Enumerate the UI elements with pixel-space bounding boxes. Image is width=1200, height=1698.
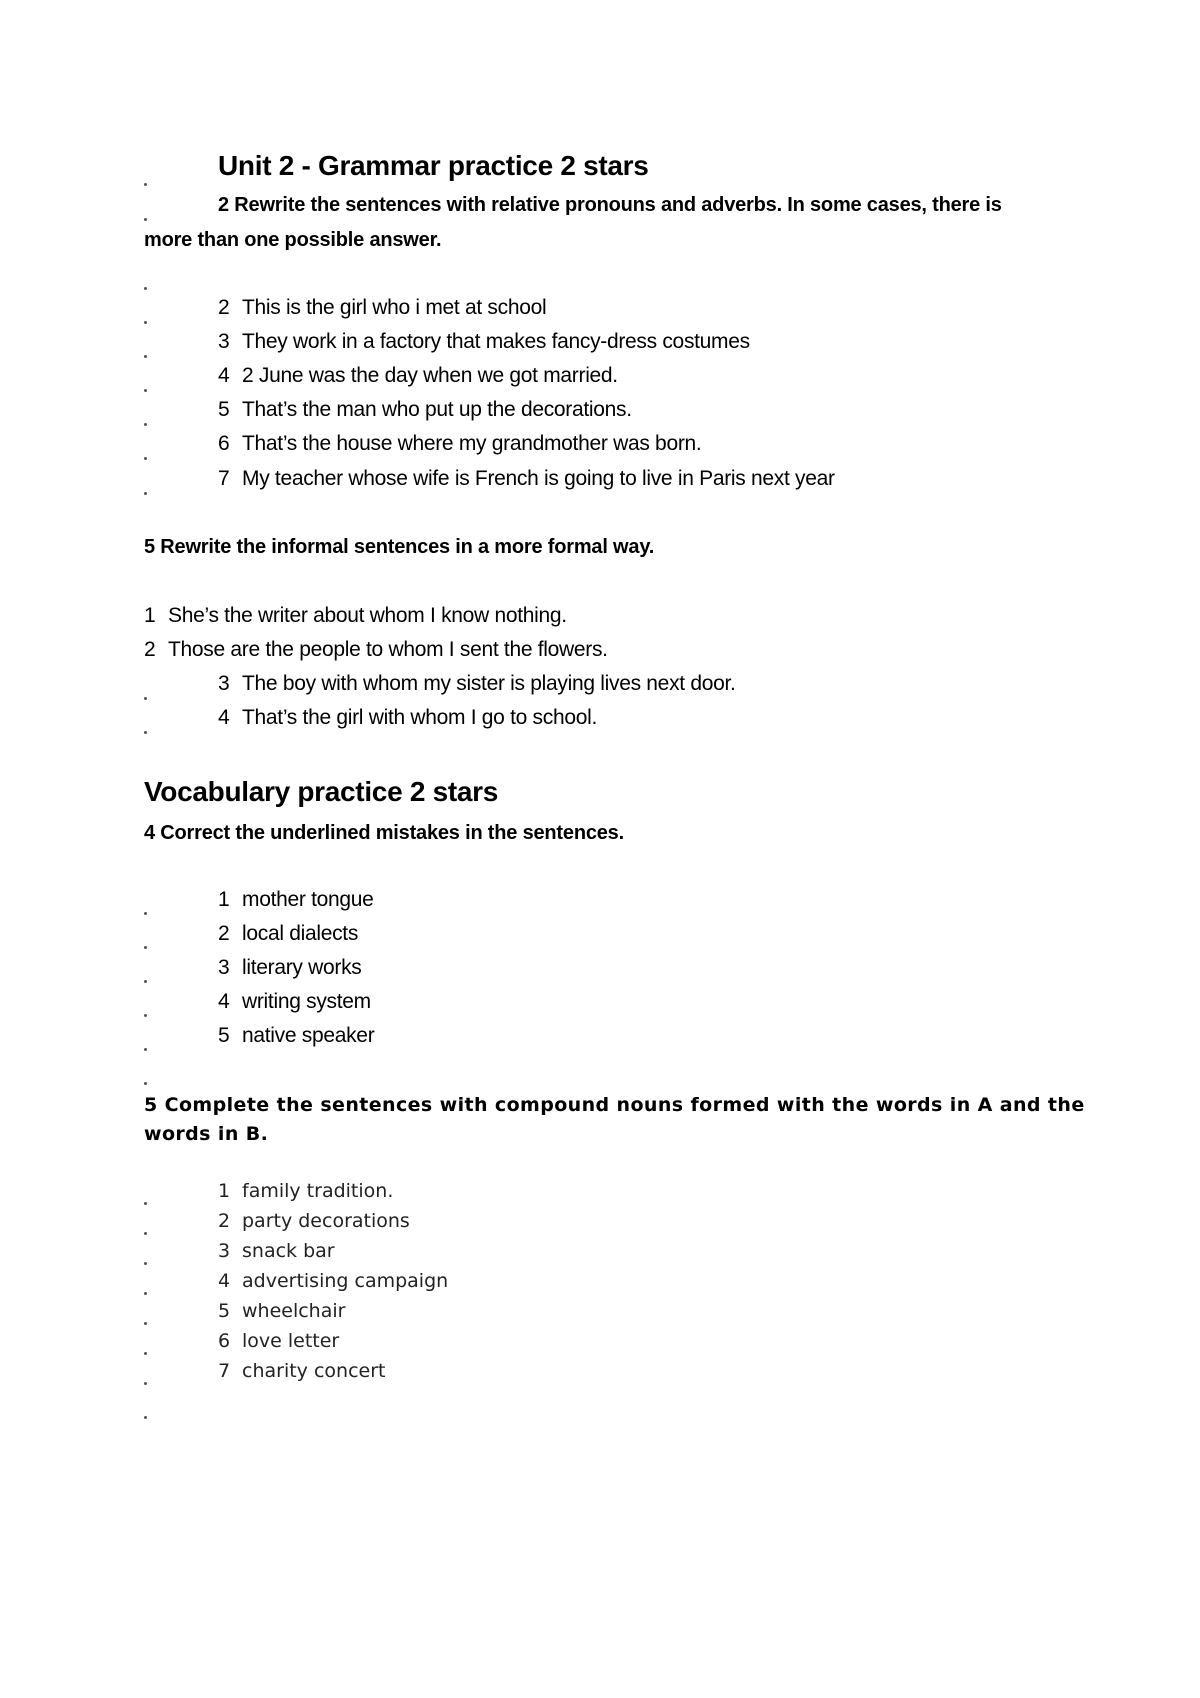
list-item: 3 The boy with whom my sister is playing lives next door.: [218, 672, 736, 695]
paragraph-mark: [144, 697, 147, 700]
list-item: 7 My teacher whose wife is French is going to live in Paris next year: [218, 467, 835, 490]
paragraph-mark: [144, 1292, 147, 1295]
paragraph-mark: [144, 218, 147, 221]
paragraph-mark: [144, 355, 147, 358]
list-item: 4 That’s the girl with whom I go to school.: [218, 706, 597, 729]
list-item: 6 love letter: [218, 1330, 340, 1352]
grammar-ex2-instruction-line1: 2 Rewrite the sentences with relative pronouns and adverbs. In some cases, there is: [218, 194, 1002, 216]
paragraph-mark: [144, 980, 147, 983]
list-item: 5 native speaker: [218, 1024, 375, 1047]
paragraph-mark: [144, 1014, 147, 1017]
vocabulary-title: Vocabulary practice 2 stars: [144, 776, 499, 807]
paragraph-mark: [144, 1416, 147, 1419]
list-item: 2 Those are the people to whom I sent the flowers.: [144, 638, 608, 661]
paragraph-mark: [144, 1382, 147, 1385]
paragraph-mark: [144, 912, 147, 915]
paragraph-mark: [144, 183, 147, 186]
list-item: 4 2 June was the day when we got married.: [218, 364, 618, 387]
grammar-ex5-instruction: 5 Rewrite the informal sentences in a more formal way.: [144, 536, 655, 558]
list-item: 4 writing system: [218, 990, 371, 1013]
list-item: 2 party decorations: [218, 1210, 410, 1232]
paragraph-mark: [144, 492, 147, 495]
paragraph-mark: [144, 1352, 147, 1355]
grammar-title: Unit 2 - Grammar practice 2 stars: [218, 150, 649, 181]
vocabulary-ex5-instruction-line2: words in B.: [144, 1123, 269, 1145]
list-item: 3 They work in a factory that makes fancy-dress costumes: [218, 330, 750, 353]
paragraph-mark: [144, 1082, 147, 1085]
paragraph-mark: [144, 1322, 147, 1325]
vocabulary-ex4-instruction: 4 Correct the underlined mistakes in the sentences.: [144, 822, 624, 844]
paragraph-mark: [144, 389, 147, 392]
list-item: 2 This is the girl who i met at school: [218, 296, 547, 319]
list-item: 3 snack bar: [218, 1240, 335, 1262]
list-item: 7 charity concert: [218, 1360, 386, 1382]
list-item: 1 family tradition.: [218, 1180, 394, 1202]
vocabulary-ex5-instruction-line1: 5 Complete the sentences with compound nouns formed with the words in A and the: [144, 1094, 1085, 1116]
list-item: 4 advertising campaign: [218, 1270, 449, 1292]
paragraph-mark: [144, 731, 147, 734]
paragraph-mark: [144, 1202, 147, 1205]
paragraph-mark: [144, 321, 147, 324]
list-item: 6 That’s the house where my grandmother was born.: [218, 432, 702, 455]
paragraph-mark: [144, 287, 147, 290]
list-item: 5 That’s the man who put up the decorations.: [218, 398, 632, 421]
paragraph-mark: [144, 946, 147, 949]
list-item: 1 She’s the writer about whom I know nothing.: [144, 604, 567, 627]
list-item: 5 wheelchair: [218, 1300, 346, 1322]
list-item: 1 mother tongue: [218, 888, 374, 911]
grammar-ex2-instruction-line2: more than one possible answer.: [144, 229, 442, 251]
paragraph-mark: [144, 1262, 147, 1265]
paragraph-mark: [144, 1048, 147, 1051]
list-item: 2 local dialects: [218, 922, 359, 945]
paragraph-mark: [144, 457, 147, 460]
list-item: 3 literary works: [218, 956, 362, 979]
paragraph-mark: [144, 423, 147, 426]
paragraph-mark: [144, 1232, 147, 1235]
